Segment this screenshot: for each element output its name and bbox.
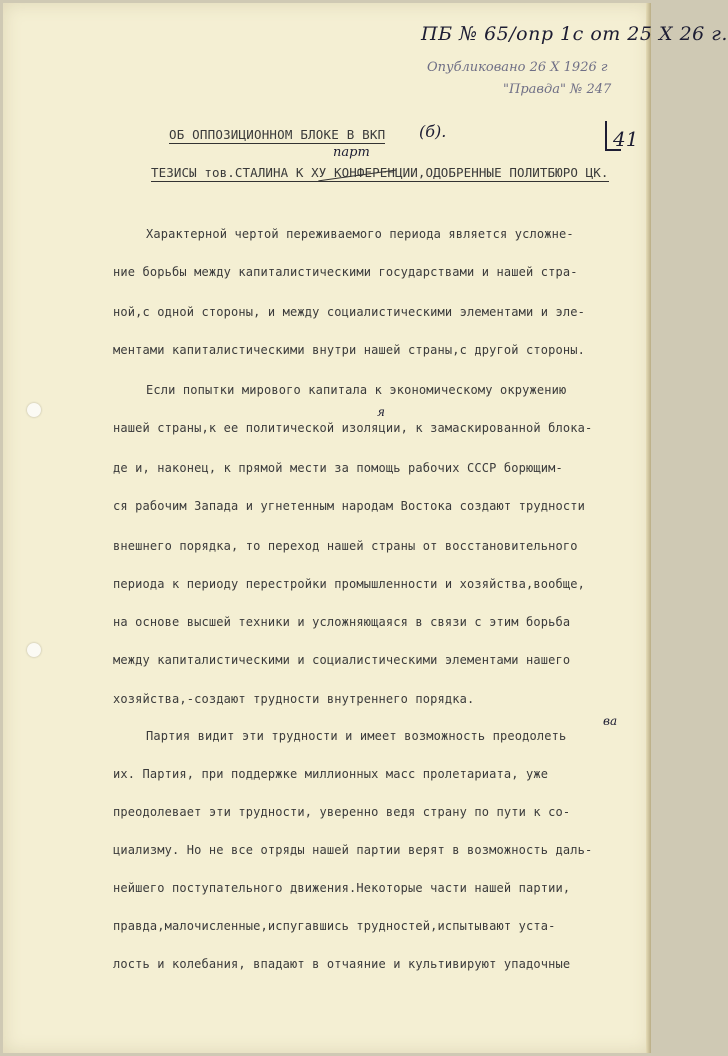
handwritten-correction: я — [377, 405, 385, 419]
body-line: ной,с одной стороны, и между социалистическими элементами и эле- — [113, 305, 585, 319]
archive-reference: ПБ № 65/опр 1с от 25 X 26 г. — [421, 23, 728, 45]
title-text: ОБ ОППОЗИЦИОННОМ БЛОКЕ В ВКП — [169, 127, 386, 142]
punch-hole — [27, 643, 41, 657]
body-line: преодолевает эти трудности, уверенно ведя страну по пути к со- — [113, 805, 571, 819]
body-line: ся рабочим Запада и угнетенным народам Востока создают трудности — [113, 499, 585, 513]
body-line: внешнего порядка, то переход нашей страны от восстановительного — [113, 539, 578, 553]
body-line: Если попытки мирового капитала к экономическому окружению — [146, 383, 567, 397]
body-line: на основе высшей техники и усложняющаяся в связи с этим борьба — [113, 615, 571, 629]
document-title — [169, 127, 385, 142]
body-line: Партия видит эти трудности и имеет возможность преодолеть — [146, 729, 567, 743]
body-line: ментами капиталистическими внутри нашей страны,с другой стороны. — [113, 343, 585, 357]
title-handwritten-suffix: (б). — [419, 122, 447, 141]
handwritten-insertion: парт — [333, 145, 370, 160]
body-line: ние борьбы между капиталистическими государствами и нашей стра- — [113, 265, 578, 279]
sheet-number: 41 — [613, 127, 639, 151]
body-line: де и, наконец, к прямой мести за помощь рабочих СССР борющим- — [113, 461, 563, 475]
body-line: Характерной чертой переживаемого периода является усложне- — [146, 227, 574, 241]
body-line: правда,малочисленные,испугавшись трудностей,испытывают уста- — [113, 919, 556, 933]
body-line: нейшего поступательного движения.Некоторые части нашей партии, — [113, 881, 571, 895]
body-line: нашей страны,к ее политической изоляции, к замаскированной блока- — [113, 421, 593, 435]
handwritten-correction: ва — [603, 714, 618, 728]
publication-note: Опубликовано 26 X 1926 г — [427, 60, 608, 75]
document-subtitle: ТЕЗИСЫ тов.СТАЛИНА К ХУ КОНФЕРЕНЦИИ,ОДОБРЕННЫЕ ПОЛИТБЮРО ЦК. — [151, 165, 609, 180]
body-line: циализму. Но не все отряды нашей партии верят в возможность даль- — [113, 843, 593, 857]
punch-hole — [27, 403, 41, 417]
document-page — [3, 3, 728, 1053]
body-line: периода к периоду перестройки промышленности и хозяйства,вообще, — [113, 577, 585, 591]
body-line: хозяйства,-создают трудности внутреннего порядка. — [113, 692, 475, 706]
body-line: их. Партия, при поддержке миллионных масс пролетариата, уже — [113, 767, 549, 781]
page-edge — [646, 3, 651, 1053]
publication-source: "Правда" № 247 — [503, 82, 612, 97]
body-line: лость и колебания, впадают в отчаяние и культивируют упадочные — [113, 957, 571, 971]
body-line: между капиталистическими и социалистическими элементами нашего — [113, 653, 571, 667]
